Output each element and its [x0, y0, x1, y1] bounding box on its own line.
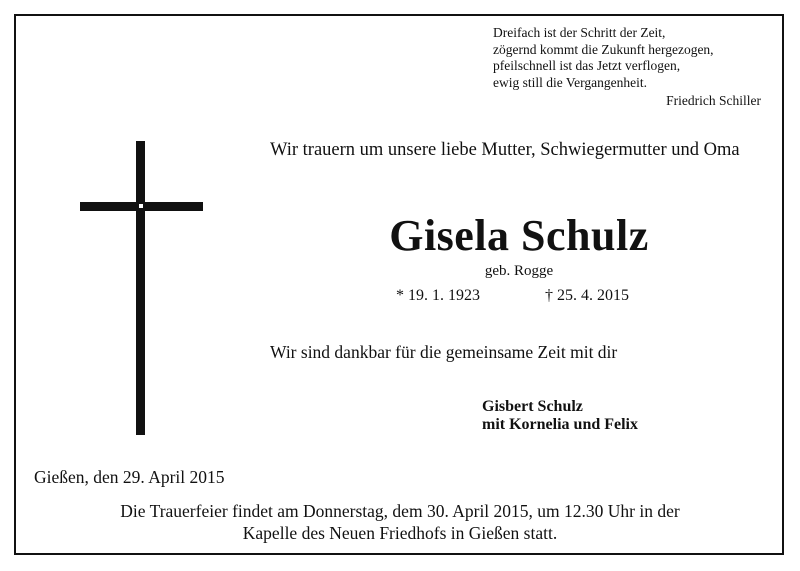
service-line: Kapelle des Neuen Friedhofs in Gießen statt.	[242, 523, 558, 543]
service-line: Die Trauerfeier findet am Donnerstag, dem 30. April 2015, um 12.30 Uhr in der	[120, 501, 680, 521]
poem-quote	[493, 25, 773, 110]
poem-author: Friedrich Schiller	[666, 93, 761, 108]
cross-icon	[80, 141, 203, 435]
poem-line: ewig still die Vergangenheit.	[493, 74, 647, 90]
signers	[482, 398, 638, 434]
signer-line: mit Kornelia und Felix	[482, 416, 638, 433]
service-info	[40, 500, 760, 544]
deceased-name: Gisela Schulz	[389, 211, 649, 260]
poem-line: pfeilschnell ist das Jetzt verflogen,	[493, 58, 681, 73]
thanks-line: Wir sind dankbar für die gemeinsame Zeit mit dir	[270, 342, 618, 362]
place-date: Gießen, den 29. April 2015	[34, 467, 225, 487]
poem-line: zögernd kommt die Zukunft hergezogen,	[493, 41, 714, 57]
death-date: † 25. 4. 2015	[545, 287, 629, 304]
maiden-name: geb. Rogge	[484, 263, 554, 279]
signer-line: Gisbert Schulz	[482, 398, 583, 415]
poem-line: Dreifach ist der Schritt der Zeit,	[493, 25, 666, 40]
birth-date: * 19. 1. 1923	[396, 287, 480, 304]
mourning-intro: Wir trauern um unsere liebe Mutter, Schwiegermutter und Oma	[270, 140, 740, 160]
